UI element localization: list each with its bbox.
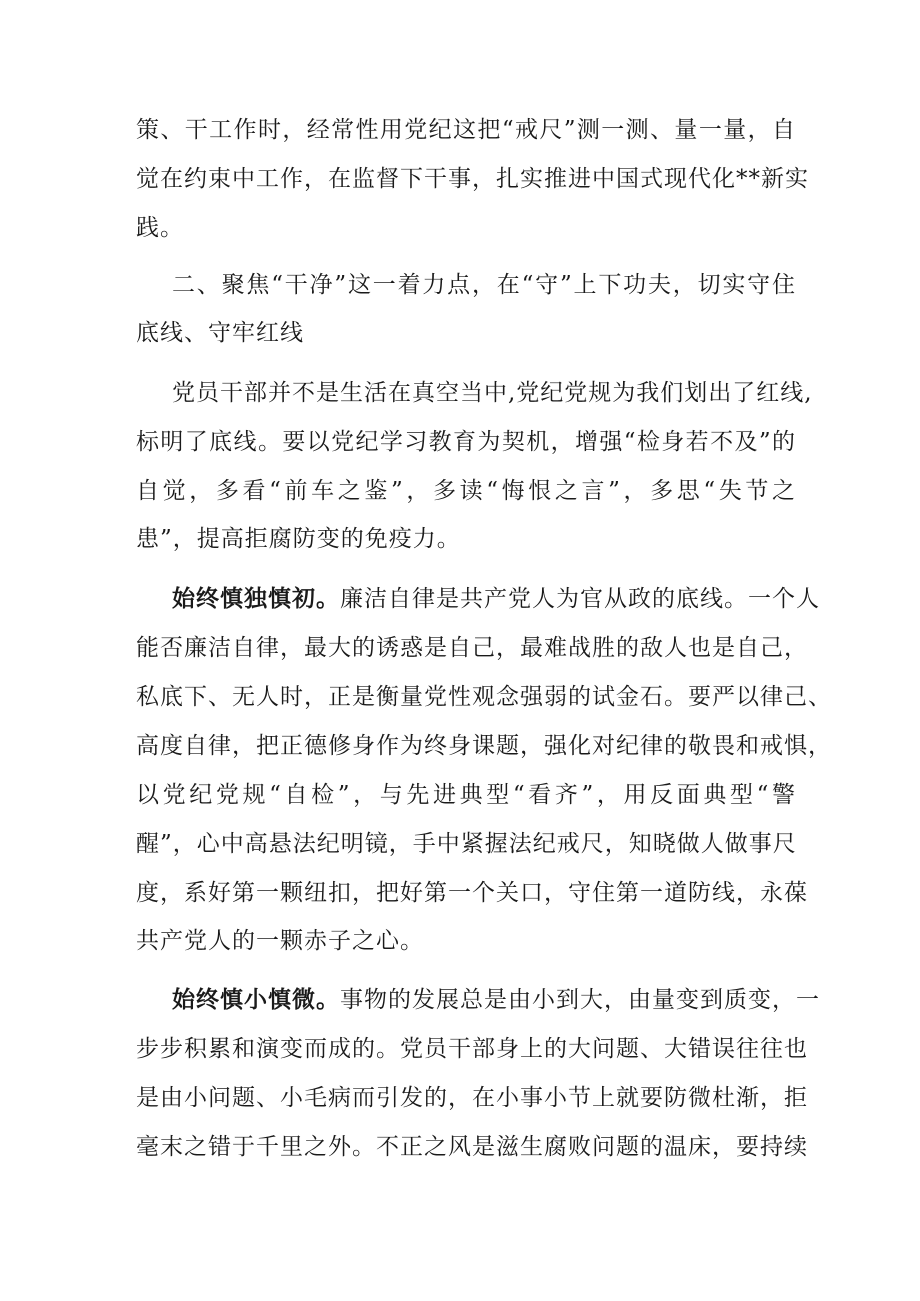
paragraph-3-lead: 始终慎独慎初。 <box>172 585 340 612</box>
paragraph-1-line-2: 觉在约束中工作，在监督下干事，扎实推进中国式现代化**新实 <box>136 166 809 192</box>
paragraph-3-line-2: 能否廉洁自律，最大的诱惑是自己，最难战胜的敌人也是自己， <box>136 635 808 661</box>
paragraph-3-line-8: 共产党人的一颗赤子之心。 <box>136 928 424 954</box>
paragraph-4-line-3: 是由小问题、小毛病而引发的，在小事小节上就要防微杜渐，拒 <box>136 1085 808 1111</box>
paragraph-3-line-7: 度，系好第一颗纽扣，把好第一个关口，守住第一道防线，永葆 <box>136 880 808 906</box>
paragraph-2-line-3: 自觉，多看“前车之鉴”，多读“悔恨之言”，多思“失节之 <box>136 478 796 504</box>
paragraph-3-line-3: 私底下、无人时，正是衡量党性观念强弱的试金石。要严以律己、 <box>136 684 832 710</box>
paragraph-4-line-1 <box>172 985 820 1015</box>
paragraph-3-line-1-rest: 廉洁自律是共产党人为官从政的底线。一个人 <box>340 586 820 612</box>
paragraph-3-line-5: 以党纪党规“自检”，与先进典型“看齐”，用反面典型“警 <box>136 782 796 808</box>
paragraph-4-line-4: 毫末之错于千里之外。不正之风是滋生腐败问题的温床，要持续 <box>136 1134 808 1160</box>
paragraph-3-line-1 <box>172 584 820 614</box>
section-heading-2-line-1: 二、聚焦“干净”这一着力点，在“守”上下功夫，切实守住 <box>172 272 796 298</box>
paragraph-4-lead: 始终慎小慎微。 <box>172 986 340 1013</box>
paragraph-2-line-2: 标明了底线。要以党纪学习教育为契机，增强“检身若不及”的 <box>136 429 796 455</box>
paragraph-4-line-2: 步步积累和演变而成的。党员干部身上的大问题、大错误往往也 <box>136 1036 808 1062</box>
paragraph-1-line-3: 践。 <box>136 215 184 241</box>
paragraph-4-line-1-rest: 事物的发展总是由小到大，由量变到质变，一 <box>340 987 820 1013</box>
paragraph-3-line-6: 醒”，心中高悬法纪明镜，手中紧握法纪戒尺，知晓做人做事尺 <box>136 831 797 857</box>
paragraph-2-line-1: 党员干部并不是生活在真空当中,党纪党规为我们划出了红线, <box>172 380 813 406</box>
section-heading-2-line-2: 底线、守牢红线 <box>136 320 304 346</box>
paragraph-2-line-4: 患”，提高拒腐防变的免疫力。 <box>136 526 461 552</box>
paragraph-1-line-1: 策、干工作时，经常性用党纪这把“戒尺”测一测、量一量，自 <box>136 117 796 143</box>
paragraph-3-line-4: 高度自律，把正德修身作为终身课题，强化对纪律的敬畏和戒惧， <box>136 733 832 759</box>
